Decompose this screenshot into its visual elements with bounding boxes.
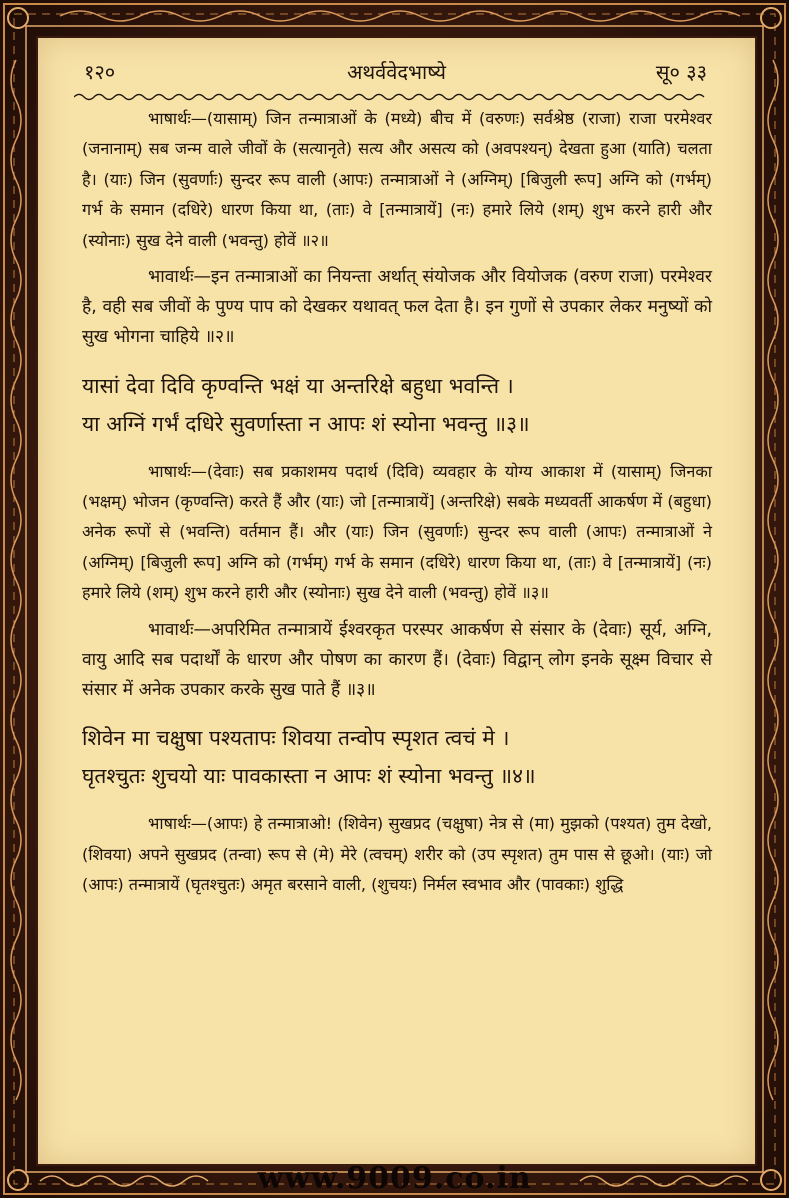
book-title: अथर्ववेदभाष्ये <box>347 60 446 84</box>
website-watermark: www.9009.co.in <box>257 1161 532 1196</box>
sukta-number: सू० ३३ <box>655 60 707 84</box>
mantra-3-line-2: या अग्निं गर्भं दधिरे सुवर्णास्ता न आपः शं स्योना भवन्तु ॥३॥ <box>82 411 530 436</box>
purport-paragraph-2: भावार्थः—इन तन्मात्राओं का नियन्ता अर्थात् संयोजक और वियोजक (वरुण राजा) परमेश्वर है, वही सब जीवों के पुण्य पाप को देखकर यथावत् फल देता है। इन गुणों से उपकार लेकर मनुष्यों को सुख भोगना चाहिये ॥२॥ <box>82 267 712 348</box>
commentary-paragraph-1: भाषार्थः—(यासाम्) जिन तन्मात्राओं के (मध्ये) बीच में (वरुणः) सर्वश्रेष्ठ (राजा) राजा परमेश्वर (जनानाम्) सब जन्म वाले जीवों के (सत्यानृते) सत्य और असत्य को (अवपश्यन्) देखता हुआ (याति) चलता है। (याः) जिन (सुवर्णाः) सुन्दर रूप वाली (आपः) तन्मात्राओं ने (अग्निम्) [बिजुली रूप] अग्नि को (गर्भम्) गर्भ के समान (दधिरे) धारण किया था, (ताः) वे [तन्मात्रायें] (नः) हमारे लिये (शम्) शुभ करने हारी और (स्योनाः) सुख देने वाली (भवन्तु) होवें ॥२॥ <box>82 109 712 250</box>
mantra-3-line-1: यासां देवा दिवि कृण्वन्ति भक्षं या अन्तरिक्षे बहुधा भवन्ति । <box>82 373 514 398</box>
purport-paragraph-4: भावार्थः—अपरिमित तन्मात्रायें ईश्वरकृत परस्पर आकर्षण से संसार के (देवाः) सूर्य, अग्नि, वायु आदि सब पदार्थों के धारण और पोषण का कारण हैं। (देवाः) विद्वान् लोग इनके सूक्ष्म विचार से संसार में अनेक उपकार करके सुख पाते हैं ॥३॥ <box>82 619 712 701</box>
mantra-4-line-1: शिवेन मा चक्षुषा पश्यतापः शिवया तन्वोप स्पृशत त्वचं मे । <box>82 726 510 751</box>
page-number: १२० <box>84 60 116 84</box>
header-divider <box>74 92 719 102</box>
document-page <box>36 36 757 1166</box>
commentary-paragraph-3: भाषार्थः—(देवाः) सब प्रकाशमय पदार्थ (दिवि) व्यवहार के योग्य आकाश में (यासाम्) जिनका (भक्षम्) भोजन (कृण्वन्ति) करते हैं और (याः) जो [तन्मात्रायें] (अन्तरिक्षे) सबके मध्यवर्ती आकर्षण में (बहुधा) अनेक रूपों से (भवन्ति) वर्तमान हैं। और (याः) जिन (सुवर्णाः) सुन्दर रूप वाली (आपः) तन्मात्राओं ने (अग्निम्) [बिजुली रूप] अग्नि को (गर्भम्) गर्भ के समान (दधिरे) धारण किया था, (ताः) वे [तन्मात्रायें] (नः) हमारे लिये (शम्) शुभ करने हारी और (स्योनाः) सुख देने वाली (भवन्तु) होवें ॥३॥ <box>82 461 712 603</box>
page-content <box>82 104 712 901</box>
page-header <box>38 58 755 88</box>
mantra-4-line-2: घृतश्चुतः शुचयो याः पावकास्ता न आपः शं स्योना भवन्तु ॥४॥ <box>82 764 536 789</box>
commentary-paragraph-5: भाषार्थः—(आपः) हे तन्मात्राओ! (शिवेन) सुखप्रद (चक्षुषा) नेत्र से (मा) मुझको (पश्यत) तुम देखो, (शिवया) अपने सुखप्रद (तन्वा) रूप से (मे) मेरे (त्वचम्) शरीर को (उप स्पृशत) तुम पास से छूओ। (याः) जो (आपः) तन्मात्रायें (घृतश्चुतः) अमृत बरसाने वाली, (शुचयः) निर्मल स्वभाव और (पावकाः) शुद्धि <box>82 814 712 895</box>
